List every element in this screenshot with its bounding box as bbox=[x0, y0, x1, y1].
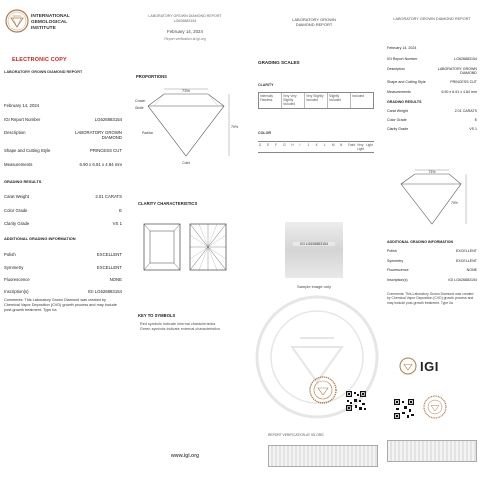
clarity-scale-label: CLARITY bbox=[258, 83, 274, 87]
row-label: Shape and Cutting Style bbox=[4, 148, 51, 153]
color-scale-cell: M bbox=[331, 143, 335, 147]
photo-caption: Sample image only bbox=[296, 284, 332, 289]
row-label: Carat Weight bbox=[4, 194, 29, 199]
grading-scales-heading: GRADING SCALES bbox=[258, 60, 300, 65]
summary-shape-row bbox=[387, 80, 477, 84]
row-label: Polish bbox=[4, 252, 16, 257]
proportions-diagram bbox=[134, 86, 238, 166]
row-label: February 14, 2024 bbox=[4, 103, 40, 108]
clarity-scale bbox=[258, 92, 374, 109]
row-label: Clarity Grade bbox=[387, 127, 409, 131]
row-label: Color Grade bbox=[387, 118, 407, 122]
proportions-heading: PROPORTIONS bbox=[136, 74, 167, 79]
security-strip bbox=[268, 445, 378, 467]
key-description bbox=[140, 322, 236, 331]
polish-row bbox=[4, 252, 122, 257]
table-percentage: 73% bbox=[181, 88, 191, 93]
additional-info-heading: ADDITIONAL GRADING INFORMATION bbox=[4, 236, 76, 241]
inscription-photo bbox=[285, 222, 343, 278]
summary-measurements-row bbox=[387, 90, 477, 94]
summary-grading-heading: GRADING RESULTS bbox=[387, 100, 422, 104]
row-value: PRINCESS CUT bbox=[450, 80, 477, 84]
summary-color-row bbox=[387, 118, 477, 122]
summary-comments: Comments: This Laboratory Grown Diamond was created by Chemical Vapor Deposition (CVD) growth process and may include post-growth treatment. Type IIa bbox=[387, 292, 474, 305]
row-label: IGI Report Number bbox=[387, 57, 418, 61]
row-value: 2.01 CARATS bbox=[95, 194, 122, 199]
summary-fluorescence-row bbox=[387, 268, 477, 272]
row-label: February 14, 2024 bbox=[387, 46, 417, 50]
color-scale-label: COLOR bbox=[258, 131, 271, 135]
summary-inscription-row bbox=[387, 278, 477, 282]
row-value: LG626883154 bbox=[454, 57, 477, 61]
row-label: Inscription(s) bbox=[4, 289, 29, 294]
row-label: Description bbox=[4, 130, 26, 135]
row-value: LABORATORY GROWN DIAMOND bbox=[75, 130, 122, 140]
proportions-column bbox=[130, 0, 240, 480]
color-scale-cell: E bbox=[267, 143, 270, 147]
org-name bbox=[31, 14, 101, 32]
row-value: VS 1 bbox=[112, 221, 122, 226]
diamond-pavilion-plot bbox=[188, 222, 228, 272]
footer-verification: REPORT VERIFICATION AT IGI.ORG bbox=[268, 433, 324, 437]
diamond-crown-plot bbox=[142, 222, 182, 272]
row-value: NONE bbox=[109, 277, 122, 282]
clarity-row bbox=[4, 221, 122, 226]
summary-column bbox=[385, 0, 480, 480]
igi-brand-mark bbox=[399, 357, 439, 375]
qr-code-icon[interactable] bbox=[393, 398, 415, 420]
row-value: EXCELLENT bbox=[96, 265, 122, 270]
clarity-scale-cell: Internally Flawless bbox=[259, 93, 282, 108]
key-line: Red symbols indicate internal characteristics bbox=[140, 322, 216, 326]
color-scale-cell: Very Light bbox=[357, 143, 365, 152]
summary-symmetry-row bbox=[387, 259, 477, 263]
summary-report-number-row bbox=[387, 57, 477, 61]
clarity-scale-cell: Slightly Included bbox=[328, 93, 351, 108]
color-scale-cell: Light bbox=[366, 143, 373, 147]
summary-table-percentage: 73% bbox=[428, 170, 436, 174]
igi-diamond-logo-icon bbox=[4, 8, 30, 36]
row-label: Fluorescence bbox=[4, 277, 30, 282]
row-value: EXCELLENT bbox=[456, 249, 477, 253]
color-scale-cell: J bbox=[307, 143, 310, 147]
row-value: IGI LG626883154 bbox=[448, 278, 477, 282]
gold-seal-icon bbox=[423, 395, 447, 419]
shape-row bbox=[4, 148, 122, 153]
column-header bbox=[130, 14, 240, 24]
row-label: IGI Report Number bbox=[4, 117, 41, 122]
key-line: Green symbols indicate external characteristics bbox=[140, 326, 220, 331]
color-scale-cell: L bbox=[323, 143, 326, 147]
color-scale-cell: K bbox=[315, 143, 318, 147]
summary-polish-row bbox=[387, 249, 477, 253]
color-scale-cell: H bbox=[291, 143, 294, 147]
fluorescence-row bbox=[4, 277, 122, 282]
row-value: EXCELLENT bbox=[96, 252, 122, 257]
measurements-row bbox=[4, 162, 122, 167]
column-header-line: LG626883154 bbox=[173, 19, 197, 23]
pavilion-label: Pavilion bbox=[142, 131, 154, 135]
report-date: February 14, 2024 bbox=[167, 29, 203, 34]
verification-note: Report verification at igi.org bbox=[164, 37, 206, 41]
color-scale-cell: D bbox=[259, 143, 262, 147]
color-scale-cell: I bbox=[299, 143, 301, 147]
photo-inscription-text: IGI LG626883154 bbox=[293, 242, 335, 246]
inscription-row bbox=[4, 289, 122, 294]
website-link[interactable]: www.igi.org bbox=[170, 453, 200, 459]
culet-label: Culet bbox=[182, 161, 190, 165]
color-scale-cell: Faint bbox=[348, 143, 356, 147]
row-label: Description bbox=[387, 67, 405, 71]
row-value: LABORATORY GROWN DIAMOND bbox=[437, 67, 477, 76]
electronic-copy-label: ELECTRONIC COPY bbox=[12, 57, 67, 63]
row-value: E bbox=[119, 208, 122, 213]
key-to-symbols-heading: KEY TO SYMBOLS bbox=[138, 313, 176, 318]
summary-clarity-row bbox=[387, 127, 477, 131]
row-label: Color Grade bbox=[4, 208, 28, 213]
column-header bbox=[248, 17, 380, 27]
row-label: Polish bbox=[387, 249, 397, 253]
org-name-line: GEMOLOGICAL bbox=[31, 20, 68, 25]
row-value: E bbox=[474, 118, 477, 122]
summary-additional-heading: ADDITIONAL GRADING INFORMATION bbox=[387, 240, 454, 244]
depth-percentage: 70% bbox=[231, 125, 238, 129]
row-value: 6.90 x 6.91 x 4.84 mm bbox=[441, 90, 477, 94]
carat-row bbox=[4, 194, 122, 199]
row-label: Fluorescence bbox=[387, 268, 409, 272]
row-label: Symmetry bbox=[387, 259, 404, 263]
summary-depth-percentage: 70% bbox=[451, 201, 458, 205]
column-header-line: LABORATORY GROWN bbox=[292, 17, 336, 22]
summary-proportions-diagram bbox=[391, 168, 471, 230]
clarity-scale-cell: Very Very Slightly Included bbox=[282, 93, 305, 108]
color-scale-cell: F bbox=[275, 143, 278, 147]
summary-carat-row bbox=[387, 109, 477, 113]
row-value: IGI LG626883154 bbox=[87, 289, 122, 294]
row-value: 6.90 x 6.91 x 4.84 mm bbox=[79, 162, 122, 167]
report-title: LABORATORY GROWN DIAMOND REPORT bbox=[4, 70, 83, 74]
igi-brand-text: IGI bbox=[420, 358, 439, 374]
igi-seal-icon bbox=[399, 357, 417, 375]
description-row bbox=[4, 130, 122, 140]
row-value: EXCELLENT bbox=[456, 259, 477, 263]
clarity-scale-cell: Included bbox=[352, 94, 365, 98]
comments-text: Comments: This Laboratory Grown Diamond was created by Chemical Vapor Deposition (CVD) growth process and may include post-growth treatment. Type IIa bbox=[4, 298, 117, 312]
clarity-characteristics-heading: CLARITY CHARACTERISTICS bbox=[138, 201, 198, 206]
row-value: PRINCESS CUT bbox=[90, 148, 122, 153]
seal-watermark-icon bbox=[252, 292, 382, 422]
row-value: 2.01 CARATS bbox=[454, 109, 477, 113]
row-label: Symmetry bbox=[4, 265, 24, 270]
summary-description-row bbox=[387, 67, 477, 76]
row-label: Measurements bbox=[387, 90, 411, 94]
summary-date-row bbox=[387, 46, 477, 50]
main-report-column bbox=[0, 0, 126, 480]
row-label: Carat Weight bbox=[387, 109, 408, 113]
row-value: NONE bbox=[466, 268, 477, 272]
girdle-label: Girdle bbox=[135, 106, 144, 110]
row-label: Measurements bbox=[4, 162, 33, 167]
row-label: Inscription(s) bbox=[387, 278, 408, 282]
column-header: LABORATORY GROWN DIAMOND REPORT bbox=[393, 17, 471, 21]
row-label: Clarity Grade bbox=[4, 221, 30, 226]
color-row bbox=[4, 208, 122, 213]
row-value: LG626883154 bbox=[94, 117, 122, 122]
grading-results-heading: GRADING RESULTS bbox=[4, 179, 42, 184]
color-scale bbox=[258, 141, 374, 153]
crown-label: Crown bbox=[135, 99, 146, 103]
color-scale-cell: N bbox=[339, 143, 343, 147]
symmetry-row bbox=[4, 265, 122, 270]
color-scale-cell: G bbox=[283, 143, 286, 147]
column-header-line: LABORATORY GROWN DIAMOND REPORT bbox=[148, 14, 222, 18]
row-label: Shape and Cutting Style bbox=[387, 80, 426, 84]
report-date-row bbox=[4, 103, 122, 108]
report-number-row bbox=[4, 117, 122, 122]
org-name-line: INTERNATIONAL bbox=[31, 14, 70, 19]
column-header-line: DIAMOND REPORT bbox=[295, 22, 333, 27]
security-strip bbox=[387, 440, 477, 462]
clarity-scale-cell: Very Slightly Included bbox=[305, 93, 328, 108]
org-name-line: INSTITUTE bbox=[31, 26, 56, 31]
row-value: VS 1 bbox=[469, 127, 477, 131]
